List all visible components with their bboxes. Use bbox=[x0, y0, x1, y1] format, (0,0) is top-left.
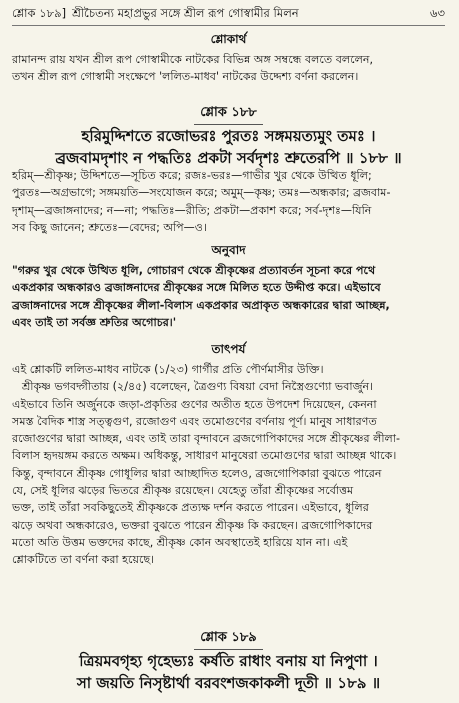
running-header bbox=[12, 3, 445, 26]
text-heading: শ্লোকার্থ bbox=[210, 32, 247, 46]
text-line: তখন শ্রীল রূপ গোস্বামী সংক্ষেপে 'ললিত-মাধব' নাটকের উদ্দেশ্য বর্ণনা করলেন। bbox=[12, 70, 359, 84]
text-line: রামানন্দ রায় যখন শ্রীল রূপ গোস্বামীকে নাটকের বিভিন্ন অঙ্গ সম্বন্ধে বলতে বললেন, bbox=[12, 53, 374, 66]
purport-line: ভক্ত, তাই তাঁরা সবকিছুতেই শ্রীকৃষ্ণকে প্রত্যক্ষ দর্শন করতে পারেন। এইভাবে, ধূলির bbox=[12, 501, 369, 515]
purport-line: বিলাস হৃদয়ঙ্গম করতে অক্ষম। অধিকন্তু, সাধারণ মানুষেরা তমোগুণের দ্বারা আচ্ছন্ন থাকে। bbox=[12, 449, 397, 463]
verse-line: হরিমুদ্দিশতে রজোভরঃ পুরতঃ সঙ্গময়ত্যমুং তমঃ । bbox=[81, 127, 376, 145]
purport-line: রজোগুণের দ্বারা আচ্ছন্ন, এবং তাই তারা বৃন্দাবনে ব্রজগোপিকাদের সঙ্গে শ্রীকৃষ্ণের লীলা- bbox=[12, 432, 401, 446]
header-title: শ্রীচৈতন্য মহাপ্রভুর সঙ্গে শ্রীল রূপ গোস্বামীর মিলন bbox=[72, 5, 299, 20]
translation-line: এবং তাই তা সর্বজ্ঞ শ্রুতির অগোচর।' bbox=[12, 315, 177, 329]
synonym-line: পুরতঃ—অগ্রভাগে; সঙ্গময়তি—সংযোজন করে; অমুম্—কৃষ্ণ; তমঃ—অন্ধকার; ব্রজবাম- bbox=[12, 186, 391, 200]
verse-188 bbox=[12, 101, 445, 169]
purport-line: ঝড়ে অথবা অন্ধকারেও, ভক্তরা বুঝতে পারেন শ্রীকৃষ্ণ কি করছেন। ব্রজগোপিকাদের bbox=[12, 518, 373, 532]
synonym-line: দৃশাম্—ব্রজাঙ্গনাদের; ন—না; পদ্ধতিঃ—রীতি; প্রকটা—প্রকাশ করে; সর্ব-দৃশঃ—যিনি bbox=[12, 203, 372, 217]
purport-heading: তাৎপর্য bbox=[211, 342, 246, 356]
synonyms-section bbox=[12, 167, 445, 236]
synonym-line: সব কিছু জানেন; শ্রুতেঃ—বেদের; অপি—ও। bbox=[12, 220, 207, 234]
translation-line: "গরুর খুর থেকে উত্থিত ধূলি, গোচারণ থেকে শ্রীকৃষ্ণের প্রত্যাবর্তন সূচনা করে পথে bbox=[12, 264, 376, 277]
translation-line: একপ্রকার অন্ধকারও ব্রজাঙ্গনাদের শ্রীকৃষ্ণের সঙ্গে মিলিত হতে উদ্দীপ্ত করে। এইভাবে bbox=[12, 281, 381, 295]
header-verse-ref: শ্লোক ১৮৯] bbox=[12, 5, 67, 20]
translation-line: ব্রজাঙ্গনাদের সঙ্গে শ্রীকৃষ্ণের লীলা-বিলাস একপ্রকার অপ্রাকৃত অন্ধকারের দ্বারা আচ্ছন্ন, bbox=[12, 298, 390, 312]
verse-line: ত্রিয়মবগৃহ্য গৃহেভ্যঃ কর্ষতি রাধাং বনায় যা নিপুণা । bbox=[79, 652, 378, 670]
purport-line: কিন্তু, বৃন্দাবনে শ্রীকৃষ্ণ গোধূলির দ্বারা আচ্ছাদিত হলেও, ব্রজগোপিকারা বুঝতে পারেন bbox=[12, 466, 382, 480]
purport-section bbox=[12, 341, 445, 569]
text-section bbox=[12, 31, 445, 86]
verse-label: শ্লোক ১৮৮ bbox=[194, 103, 262, 125]
verse-label: শ্লোক ১৮৯ bbox=[194, 628, 262, 650]
purport-line: এই শ্লোকটি ললিত-মাধব নাটকে (১/২৩) গার্গীর প্রতি পৌর্ণমাসীর উক্তি। bbox=[12, 363, 324, 376]
verse-line: সা জয়তি নিসৃষ্টার্থা বরবংশজকাকলী দূতী ॥ ১৮৯ ॥ bbox=[76, 674, 381, 692]
page-number: ৬৩ bbox=[430, 5, 445, 20]
purport-line: এইভাবে তিনি অর্জুনকে জড়া-প্রকৃতির গুণের অতীত হতে উপদেশ দিয়েছেন, কেননা bbox=[12, 397, 377, 411]
synonym-line: হরিম্—শ্রীকৃষ্ণ; উদ্দিশতে—সূচিত করে; রজঃ-ভরঃ—গাভীর খুর থেকে উত্থিত ধূলি; bbox=[12, 169, 372, 182]
verse-189 bbox=[12, 626, 445, 694]
verse-line: ব্রজবামদৃশাং ন পদ্ধতিঃ প্রকটা সর্বদৃশঃ শ্রুতেরপি ॥ ১৮৮ ॥ bbox=[55, 149, 402, 167]
purport-line: সমস্ত বৈদিক শাস্ত্র সত্ত্বগুণ, রজোগুণ এবং তমোগুণের বর্ণনায় পূর্ণ। মানুষ সাধারণত bbox=[12, 414, 377, 428]
purport-line: যে, সেই ধূলির ঝড়ের ভিতরে শ্রীকৃষ্ণ রয়েছেন। যেহেতু তাঁরা শ্রীকৃষ্ণের সর্বোত্তম bbox=[12, 484, 354, 498]
purport-line: মতো অতি উত্তম ভক্তদের কাছে, শ্রীকৃষ্ণ কোন অবস্থাতেই হারিয়ে যান না। এই bbox=[12, 535, 348, 549]
purport-line: শ্লোকটিতে তা বর্ণনা করা হয়েছে। bbox=[12, 553, 155, 567]
purport-line: শ্রীকৃষ্ণ ভগবদ্গীতায় (২/৪৫) বলেছেন, ত্রৈগুণ্য বিষয়া বেদা নিস্ত্রৈগুণ্যো ভবার্জুন। bbox=[22, 380, 374, 394]
translation-section bbox=[12, 242, 445, 331]
translation-heading: অনুবাদ bbox=[211, 243, 246, 257]
